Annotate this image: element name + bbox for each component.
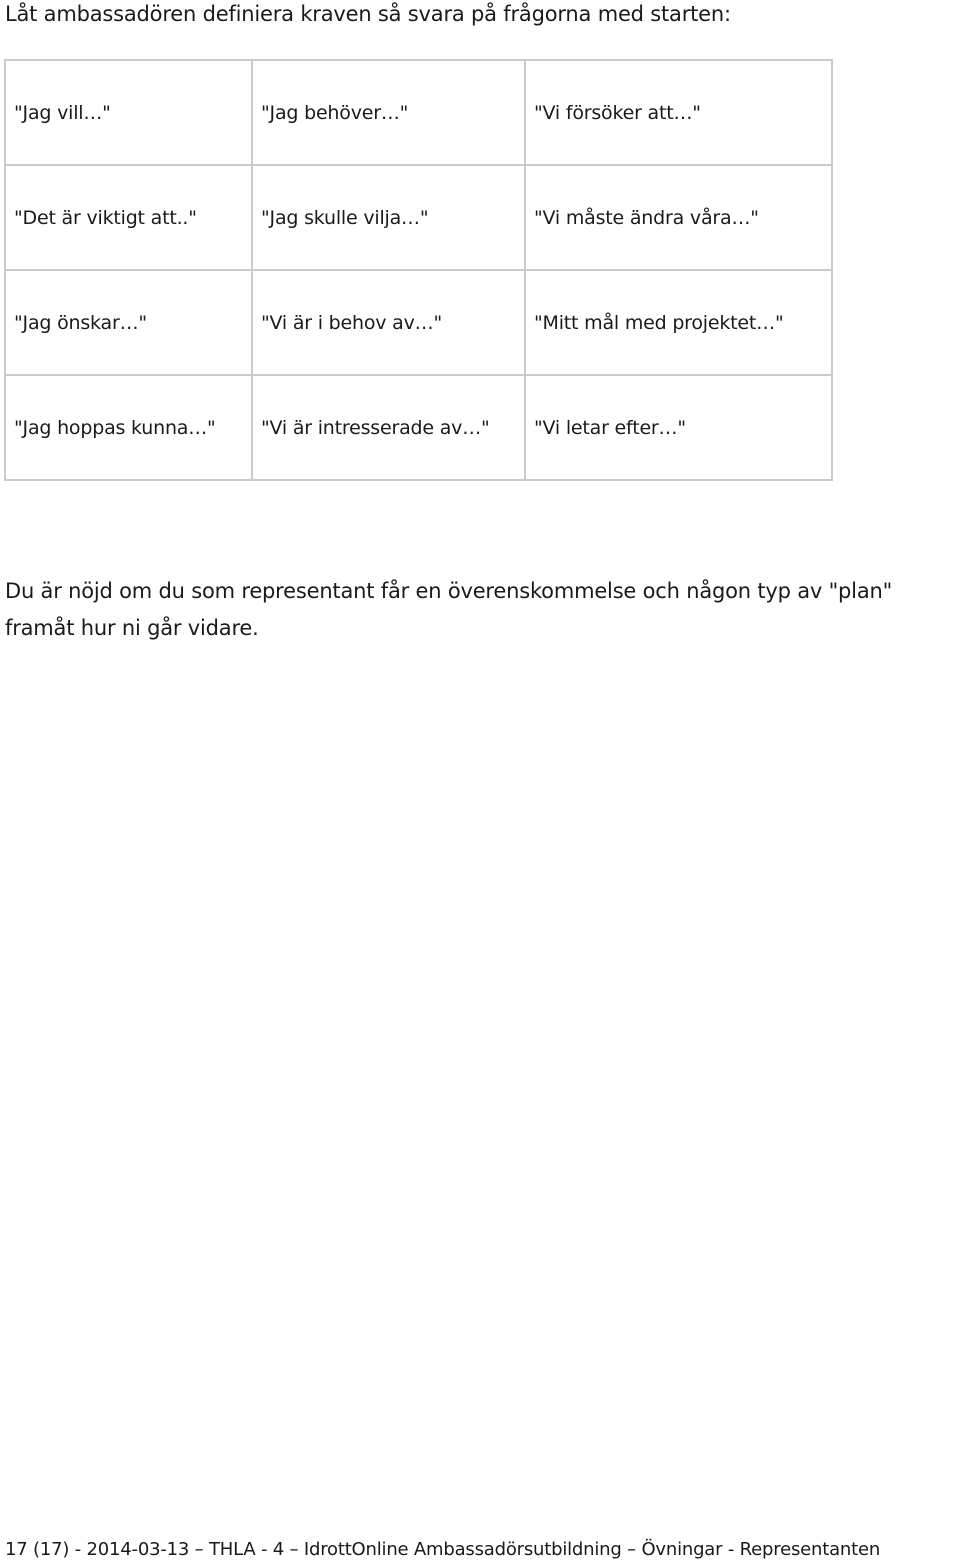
table-row (5, 270, 832, 375)
table-row (5, 375, 832, 480)
table-cell: "Jag vill…" (5, 60, 252, 165)
table-cell: "Vi är intresserade av…" (252, 375, 525, 480)
table-cell: "Jag behöver…" (252, 60, 525, 165)
table-row (5, 165, 832, 270)
intro-text: Låt ambassadören definiera kraven så svara på frågorna med starten: (5, 2, 731, 26)
table-cell: "Vi försöker att…" (525, 60, 832, 165)
table-cell: "Mitt mål med projektet…" (525, 270, 832, 375)
table-row (5, 60, 832, 165)
table-cell: "Jag hoppas kunna…" (5, 375, 252, 480)
table-cell: "Vi är i behov av…" (252, 270, 525, 375)
table-cell: "Vi letar efter…" (525, 375, 832, 480)
body-paragraph: Du är nöjd om du som representant får en överenskommelse och någon typ av "plan" framåt hur ni går vidare. (5, 579, 893, 640)
phrase-table (4, 59, 833, 481)
page-footer: 17 (17) - 2014-03-13 – THLA - 4 – IdrottOnline Ambassadörsutbildning – Övningar - Representanten (5, 1539, 881, 1560)
table-cell: "Jag skulle vilja…" (252, 165, 525, 270)
table-cell: "Det är viktigt att.." (5, 165, 252, 270)
table-cell: "Vi måste ändra våra…" (525, 165, 832, 270)
table-cell: "Jag önskar…" (5, 270, 252, 375)
